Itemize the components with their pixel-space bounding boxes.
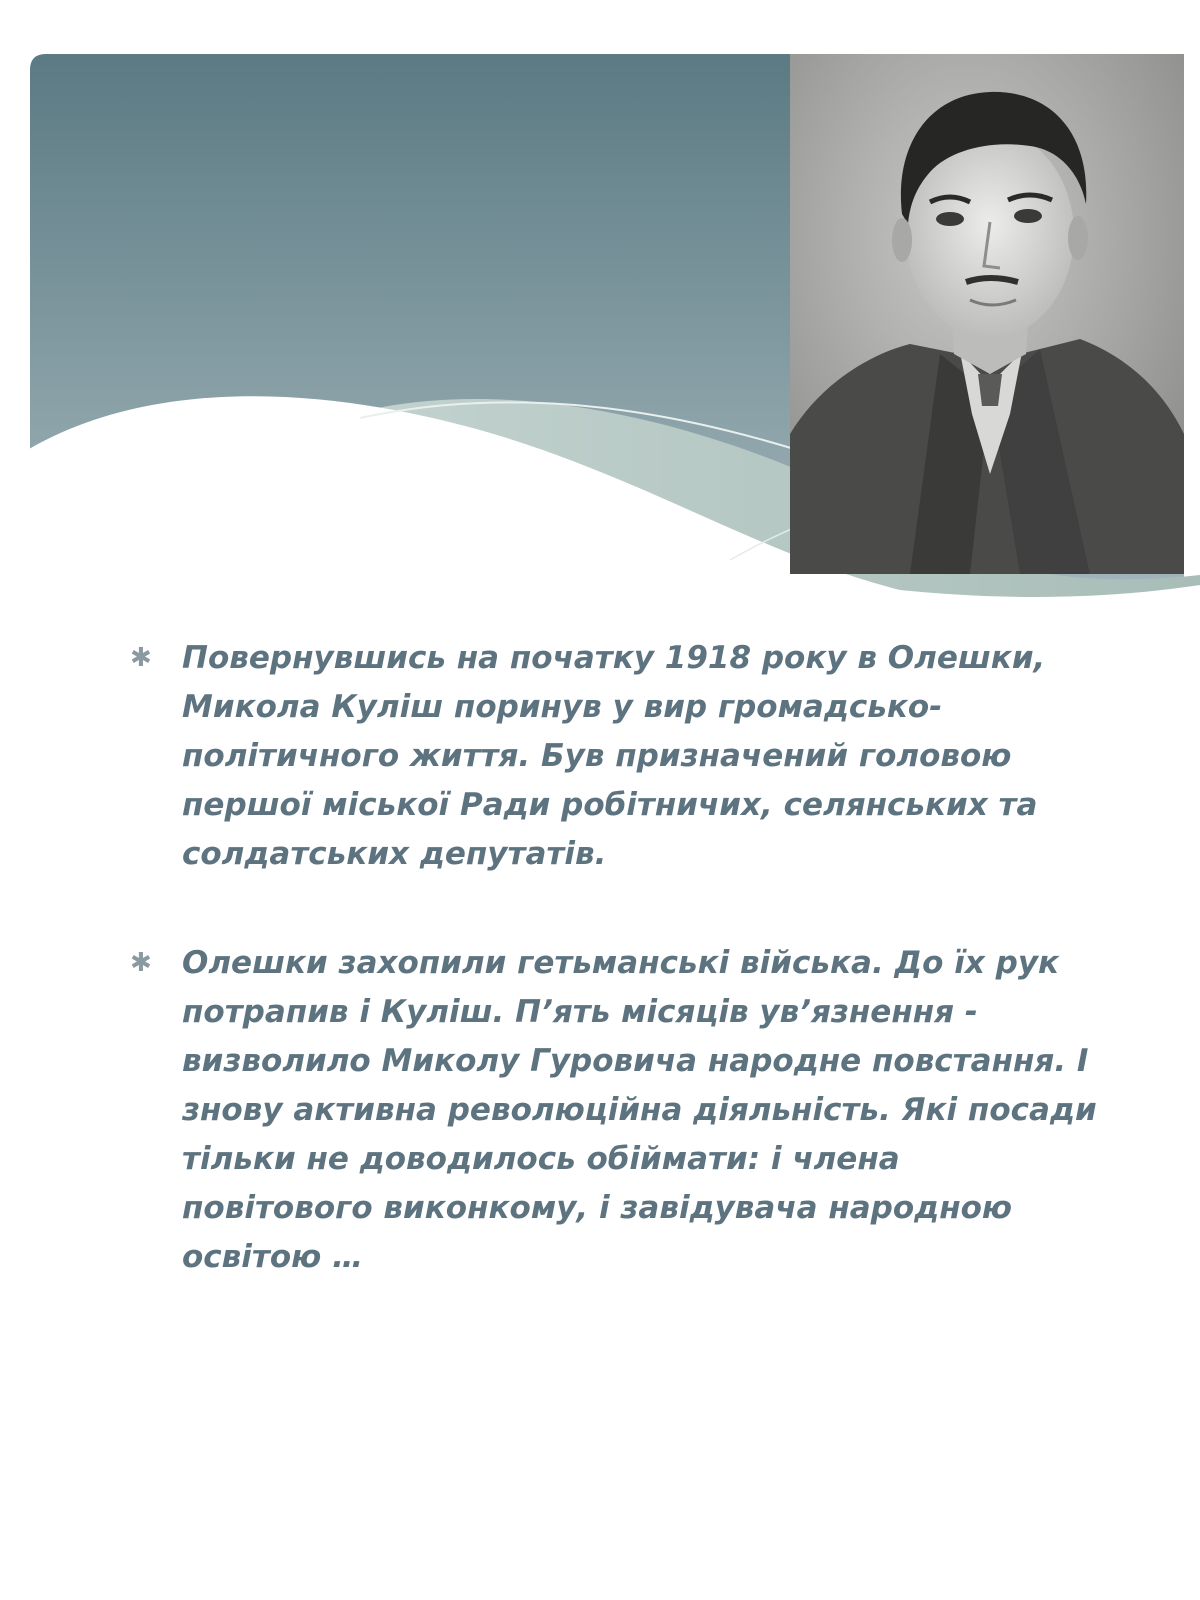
bullet-item (130, 939, 1100, 1282)
bullet-item (130, 634, 1100, 879)
bullet-text: Олешки захопили гетьманські війська. До їх рук потрапив і Куліш. П’ять місяців ув’язнення - визволило Миколу Гуровича народне повстання. І знову активна революційна діяльність. Які посади тільки не доводилось обіймати: і члена повітового виконкому, і завідувача народною освітою … (182, 945, 1097, 1275)
bullet-list (130, 634, 1100, 1282)
portrait-photo (790, 54, 1184, 574)
asterisk-icon: ✱ (130, 643, 152, 673)
bullet-text: Повернувшись на початку 1918 року в Олешки, Микола Куліш поринув у вир громадсько-політичного життя. Був призначений головою першої міської Ради робітничих, селянських та солдатських депутатів. (182, 640, 1046, 872)
asterisk-icon: ✱ (130, 948, 152, 978)
